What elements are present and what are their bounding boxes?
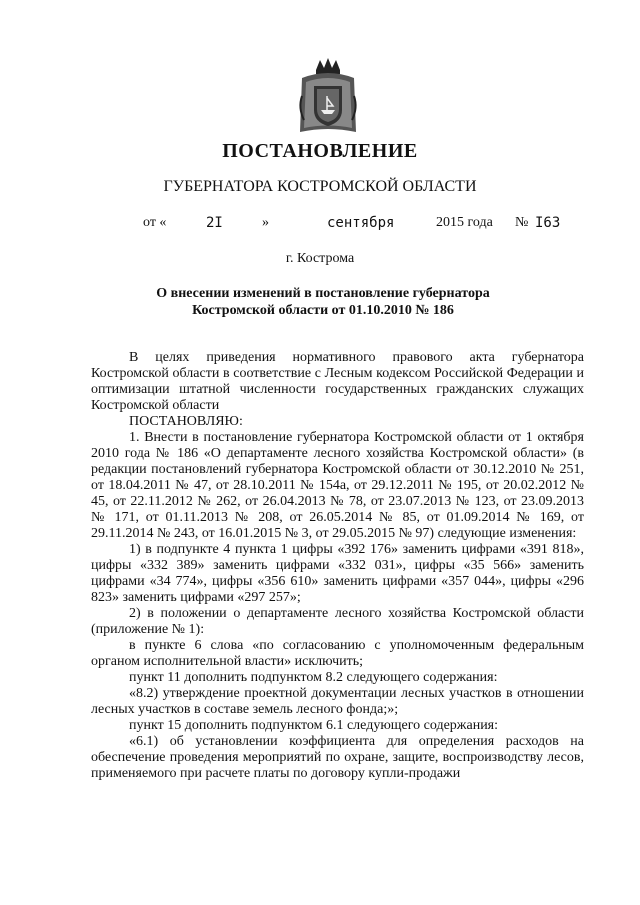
body-paragraph: 1) в подпункте 4 пункта 1 цифры «392 176» заменить цифрами «391 818», цифры «332 389» заменить цифрами «332 031», цифры «35 566» заменить цифрами «34 774», цифры «356 610» заменить цифрами «357 044», цифры «296 823» заменить цифрами «297 257»; xyxy=(91,542,584,605)
date-year: 2015 года xyxy=(436,215,493,230)
date-prefix: от « xyxy=(143,215,167,230)
document-title: ПОСТАНОВЛЕНИЕ xyxy=(222,140,418,162)
coat-of-arms-icon xyxy=(296,56,360,136)
body-paragraph: 1. Внести в постановление губернатора Костромской области от 1 октября 2010 года № 186 «О департаменте лесного хозяйства Костромской области» (в редакции постановлений губернатора Костромской области от 30.12.2010 № 251, от 18.04.2011 № 47, от 28.10.2011 № 154а, от 29.12.2011 № 195, от 20.02.2012 № 45, от 22.11.2012 № 262, от 26.04.2013 № 78, от 23.07.2013 № 123, от 23.09.2013 № 171, от 01.11.2013 № 208, от 26.05.2014 № 85, от 01.09.2014 № 169, от 29.11.2014 № 243, от 16.01.2015 № 3, от 29.05.2015 № 97) следующие изменения: xyxy=(91,430,584,541)
date-line xyxy=(0,215,640,235)
document-number-sign: № xyxy=(515,215,529,230)
date-month: сентября xyxy=(327,215,395,231)
body-paragraph: пункт 11 дополнить подпунктом 8.2 следующего содержания: xyxy=(129,670,498,685)
body-paragraph: 2) в положении о департаменте лесного хозяйства Костромской области (приложение № 1): xyxy=(91,606,584,637)
city: г. Кострома xyxy=(285,251,355,266)
body-paragraph: пункт 15 дополнить подпунктом 6.1 следующего содержания: xyxy=(129,718,499,733)
body-paragraph: «6.1) об установлении коэффициента для определения расходов на обеспечение проведения мероприятий по охране, защите, воспроизводству лесов, применяемого при расчете платы по договору купли-продажи xyxy=(91,734,584,781)
body-paragraph: ПОСТАНОВЛЯЮ: xyxy=(129,414,243,429)
body-paragraph: в пункте 6 слова «по согласованию с уполномоченным федеральным органом исполнительной власти» исключить; xyxy=(91,638,584,669)
date-day: 2I xyxy=(206,215,223,231)
body-paragraph: «8.2) утверждение проектной документации лесных участков в отношении лесных участков в составе земель лесного фонда;»; xyxy=(91,686,584,717)
body-paragraph: В целях приведения нормативного правового акта губернатора Костромской области в соответствие с Лесным кодексом Российской Федерации и оптимизации штатной численности государственных гражданских служащих Костромской области xyxy=(91,350,584,413)
document-number: I63 xyxy=(535,215,561,231)
document-heading xyxy=(150,285,496,319)
heading-line-2: Костромской области от 01.10.2010 № 186 xyxy=(192,303,454,318)
date-quote-close: » xyxy=(262,215,269,230)
heading-line-1: О внесении изменений в постановление губернатора xyxy=(156,286,490,301)
document-subtitle: ГУБЕРНАТОРА КОСТРОМСКОЙ ОБЛАСТИ xyxy=(163,178,477,195)
document-body xyxy=(91,350,584,782)
